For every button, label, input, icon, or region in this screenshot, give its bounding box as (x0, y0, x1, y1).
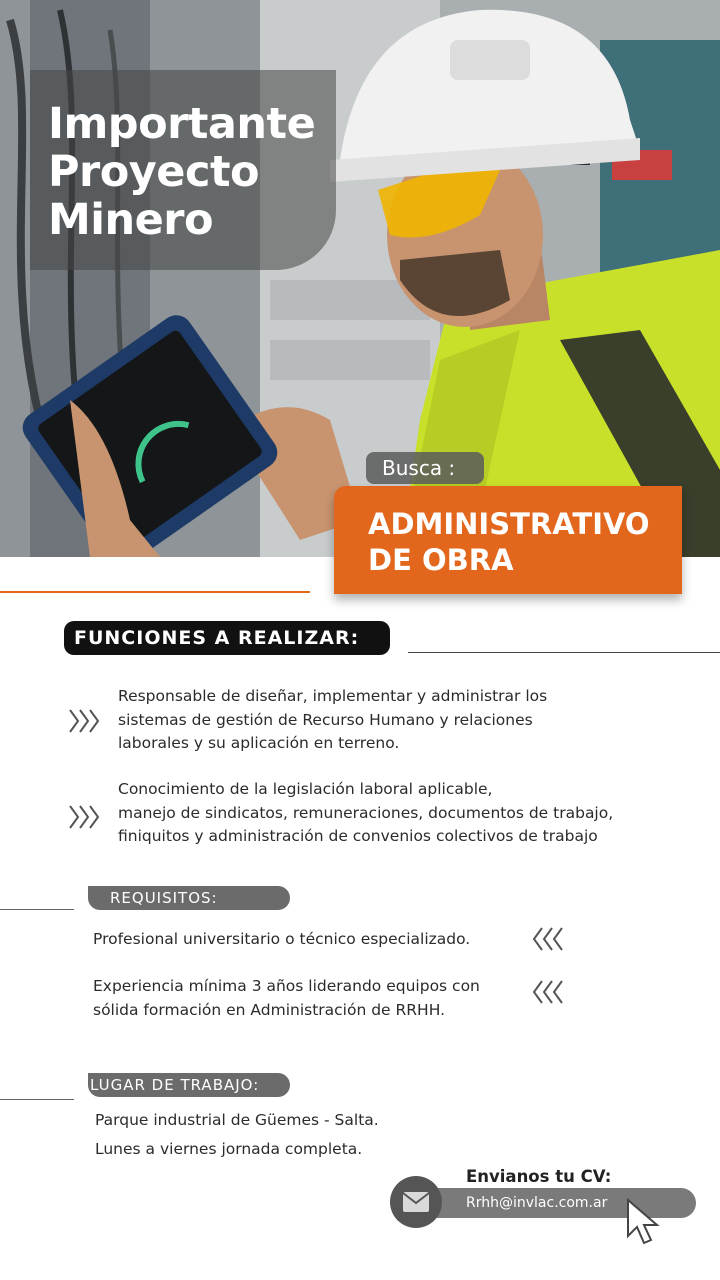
requisito-item-2: Experiencia mínima 3 años liderando equipos con sólida formación en Administración de RRHH. (93, 977, 480, 1019)
chevrons-left-icon (526, 924, 566, 954)
lugar-heading: LUGAR DE TRABAJO: (88, 1073, 290, 1097)
title-line-3: Minero (48, 195, 214, 245)
funcion-item-1: Responsable de diseñar, implementar y administrar los sistemas de gestión de Recurso Humano y relaciones laborales y su aplicación en terreno. (118, 687, 548, 752)
funcion-item-2: Conocimiento de la legislación laboral aplicable, manejo de sindicatos, remuneraciones, documentos de trabajo, finiquitos y administración de convenios colectivos de trabajo (118, 780, 614, 845)
accent-divider (0, 591, 310, 593)
cursor-icon (624, 1198, 666, 1246)
position-line-2: DE OBRA (368, 543, 514, 577)
requisitos-divider (0, 909, 74, 910)
mail-icon-button[interactable] (390, 1176, 442, 1228)
mail-icon (402, 1191, 430, 1213)
chevrons-right-icon (66, 802, 106, 832)
requisito-item-1: Profesional universitario o técnico especializado. (93, 930, 471, 948)
chevrons-right-icon (66, 706, 106, 736)
funciones-heading: FUNCIONES A REALIZAR: (64, 621, 390, 655)
title-line-1: Importante (48, 99, 316, 149)
funciones-divider (408, 652, 720, 653)
title-line-2: Proyecto (48, 147, 260, 197)
position-title (368, 506, 668, 578)
lugar-details: Parque industrial de Güemes - Salta. Lunes a viernes jornada completa. (95, 1111, 379, 1158)
chevrons-left-icon (526, 977, 566, 1007)
page-title (48, 100, 348, 244)
requisitos-heading: REQUISITOS: (88, 886, 290, 910)
cv-label: Envianos tu CV: (466, 1167, 612, 1186)
lugar-divider (0, 1099, 74, 1100)
busca-label: Busca : (366, 452, 484, 484)
position-line-1: ADMINISTRATIVO (368, 507, 650, 541)
email-link[interactable]: Rrhh@invlac.com.ar (412, 1188, 696, 1218)
